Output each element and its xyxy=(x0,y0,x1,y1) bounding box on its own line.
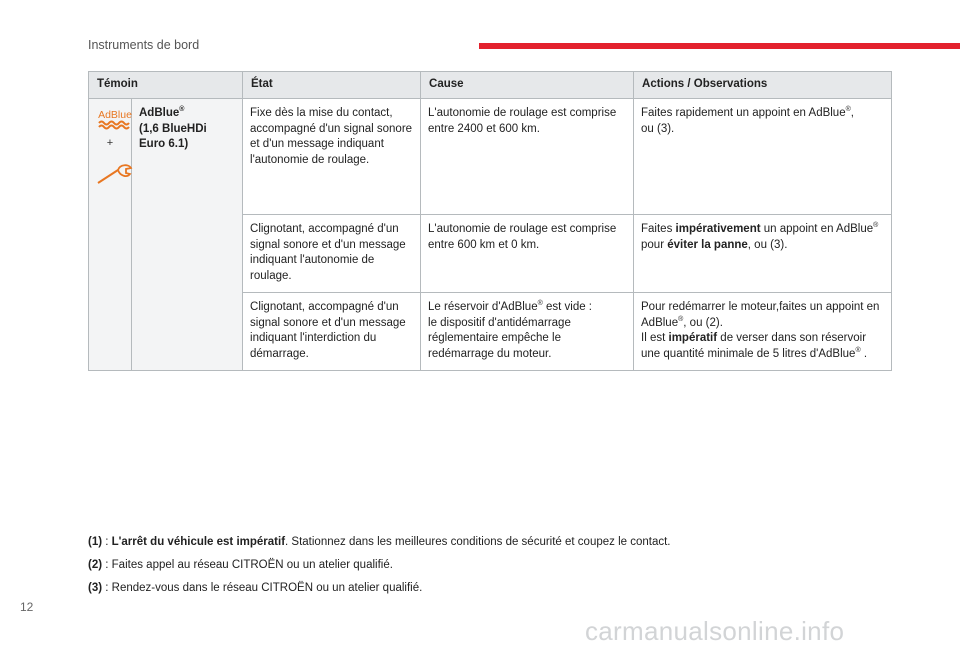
plus-sign: + xyxy=(106,137,114,149)
header-cause: Cause xyxy=(421,72,634,99)
footnote-2: (2) : Faites appel au réseau CITROËN ou un atelier qualifié. xyxy=(88,559,393,571)
svg-text:AdBlue: AdBlue xyxy=(98,109,132,121)
table-row xyxy=(89,99,892,215)
state-cell: Clignotant, accompagné d'un signal sonore et d'un message indiquant l'interdiction du démarrage. xyxy=(243,293,421,371)
watermark: carmanualsonline.info xyxy=(585,616,845,646)
service-wrench-icon xyxy=(96,162,134,186)
page-number: 12 xyxy=(20,600,34,614)
warning-icons-cell xyxy=(89,99,132,371)
section-title: Instruments de bord xyxy=(88,38,200,52)
cause-cell: Le réservoir d'AdBlue® est vide : le dispositif d'antidémarrage réglementaire empêche le redémarrage du moteur. xyxy=(421,293,634,371)
warning-model-line2: Euro 6.1) xyxy=(139,138,189,150)
state-cell: Clignotant, accompagné d'un signal sonore et d'un message indiquant l'autonomie de roulage. xyxy=(243,215,421,293)
footnotes xyxy=(88,535,671,604)
state-cell: Fixe dès la mise du contact, accompagné d'un signal sonore et d'un message indiquant l'autonomie de roulage. xyxy=(243,99,421,215)
action-cell: Pour redémarrer le moteur,faites un appoint en AdBlue®, ou (2). Il est impératif de verser dans son réservoir une quantité minimale de 5 litres d'AdBlue® . xyxy=(634,293,892,371)
adblue-warning-icon xyxy=(96,108,134,130)
header-actions: Actions / Observations xyxy=(634,72,892,99)
action-cell: Faites rapidement un appoint en AdBlue®, ou (3). xyxy=(634,99,892,215)
header-etat: État xyxy=(243,72,421,99)
action-cell: Faites impérativement un appoint en AdBlue® pour éviter la panne, ou (3). xyxy=(634,215,892,293)
warning-name: AdBlue® xyxy=(139,106,185,119)
cause-cell: L'autonomie de roulage est comprise entre 2400 et 600 km. xyxy=(421,99,634,215)
table-header-row xyxy=(89,72,892,99)
header-accent-bar xyxy=(479,43,960,49)
footnote-1: (1) : L'arrêt du véhicule est impératif. Stationnez dans les meilleures conditions de sécurité et coupez le contact. xyxy=(88,536,671,548)
warning-model: (1,6 BlueHDi xyxy=(139,122,207,135)
cause-cell: L'autonomie de roulage est comprise entre 600 km et 0 km. xyxy=(421,215,634,293)
footnote-3: (3) : Rendez-vous dans le réseau CITROËN ou un atelier qualifié. xyxy=(88,582,423,594)
warning-lights-table xyxy=(88,71,892,371)
warning-name-cell xyxy=(132,99,243,371)
header-temoin: Témoin xyxy=(89,72,243,99)
